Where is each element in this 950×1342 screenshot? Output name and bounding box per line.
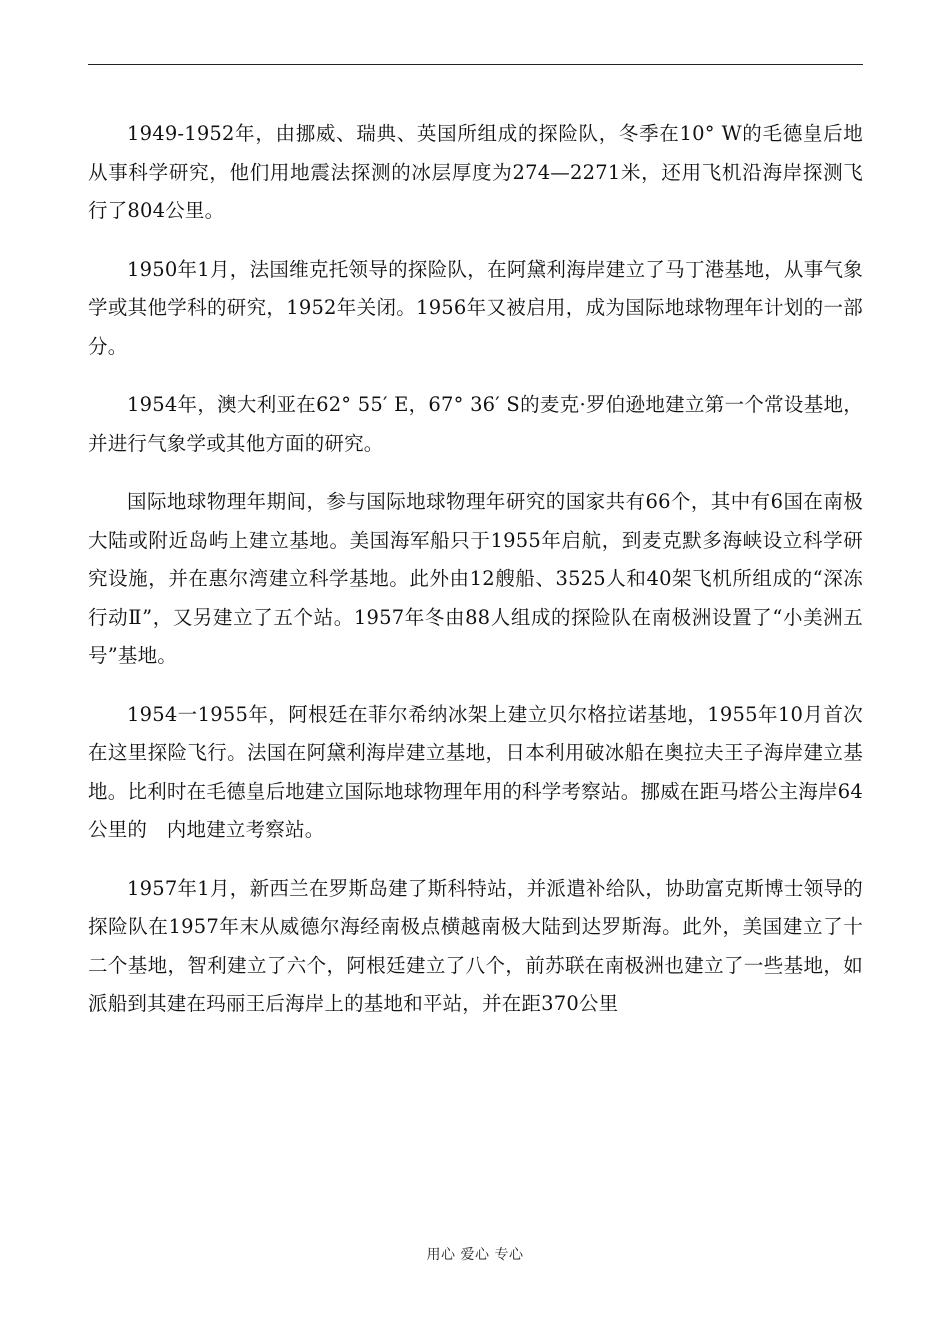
paragraph-6: 1957年1月，新西兰在罗斯岛建了斯科特站，并派遣补给队，协助富克斯博士领导的探险队在1957年末从威德尔海经南极点横越南极大陆到达罗斯海。此外，美国建立了十二个基地，智利建立了六个，阿根廷建立了八个，前苏联在南极洲也建立了一些基地，如派船到其建在玛丽王后海岸上的基地和平站，并在距370公里 [88,876,863,1015]
paragraph-2: 1950年1月，法国维克托领导的探险队，在阿黛利海岸建立了马丁港基地，从事气象学或其他学科的研究，1952年关闭。1956年又被启用，成为国际地球物理年计划的一部分。 [88,257,863,358]
paragraph-4: 国际地球物理年期间，参与国际地球物理年研究的国家共有66个，其中有6国在南极大陆或附近岛屿上建立基地。美国海军船只于1955年启航，到麦克默多海峡设立科学研究设施，并在惠尔湾建立科学基地。此外由12艘船、3525人和40架飞机所组成的“深冻行动Ⅱ”，又另建立了五个站。1957年冬由88人组成的探险队在南极洲设置了“小美洲五号”基地。 [88,490,863,667]
paragraph-1: 1949-1952年，由挪威、瑞典、英国所组成的探险队，冬季在10° W的毛德皇后地从事科学研究，他们用地震法探测的冰层厚度为274—2271米，还用飞机沿海岸探测飞行了804公里。 [88,122,863,222]
page-footer: 用心 爱心 专心 [426,1247,524,1263]
paragraph-5: 1954一1955年，阿根廷在菲尔希纳冰架上建立贝尔格拉诺基地，1955年10月首次在这里探险飞行。法国在阿黛利海岸建立基地，日本利用破冰船在奥拉夫王子海岸建立基地。比利时在毛德皇后地建立国际地球物理年用的科学考察站。挪威在距马塔公主海岸64公里的 内地建立考察站。 [88,702,863,841]
header-rule [88,64,863,65]
paragraph-3: 1954年，澳大利亚在62° 55′ E，67° 36′ S的麦克·罗伯逊地建立第一个常设基地，并进行气象学或其他方面的研究。 [88,393,863,455]
document-body [88,115,863,1044]
